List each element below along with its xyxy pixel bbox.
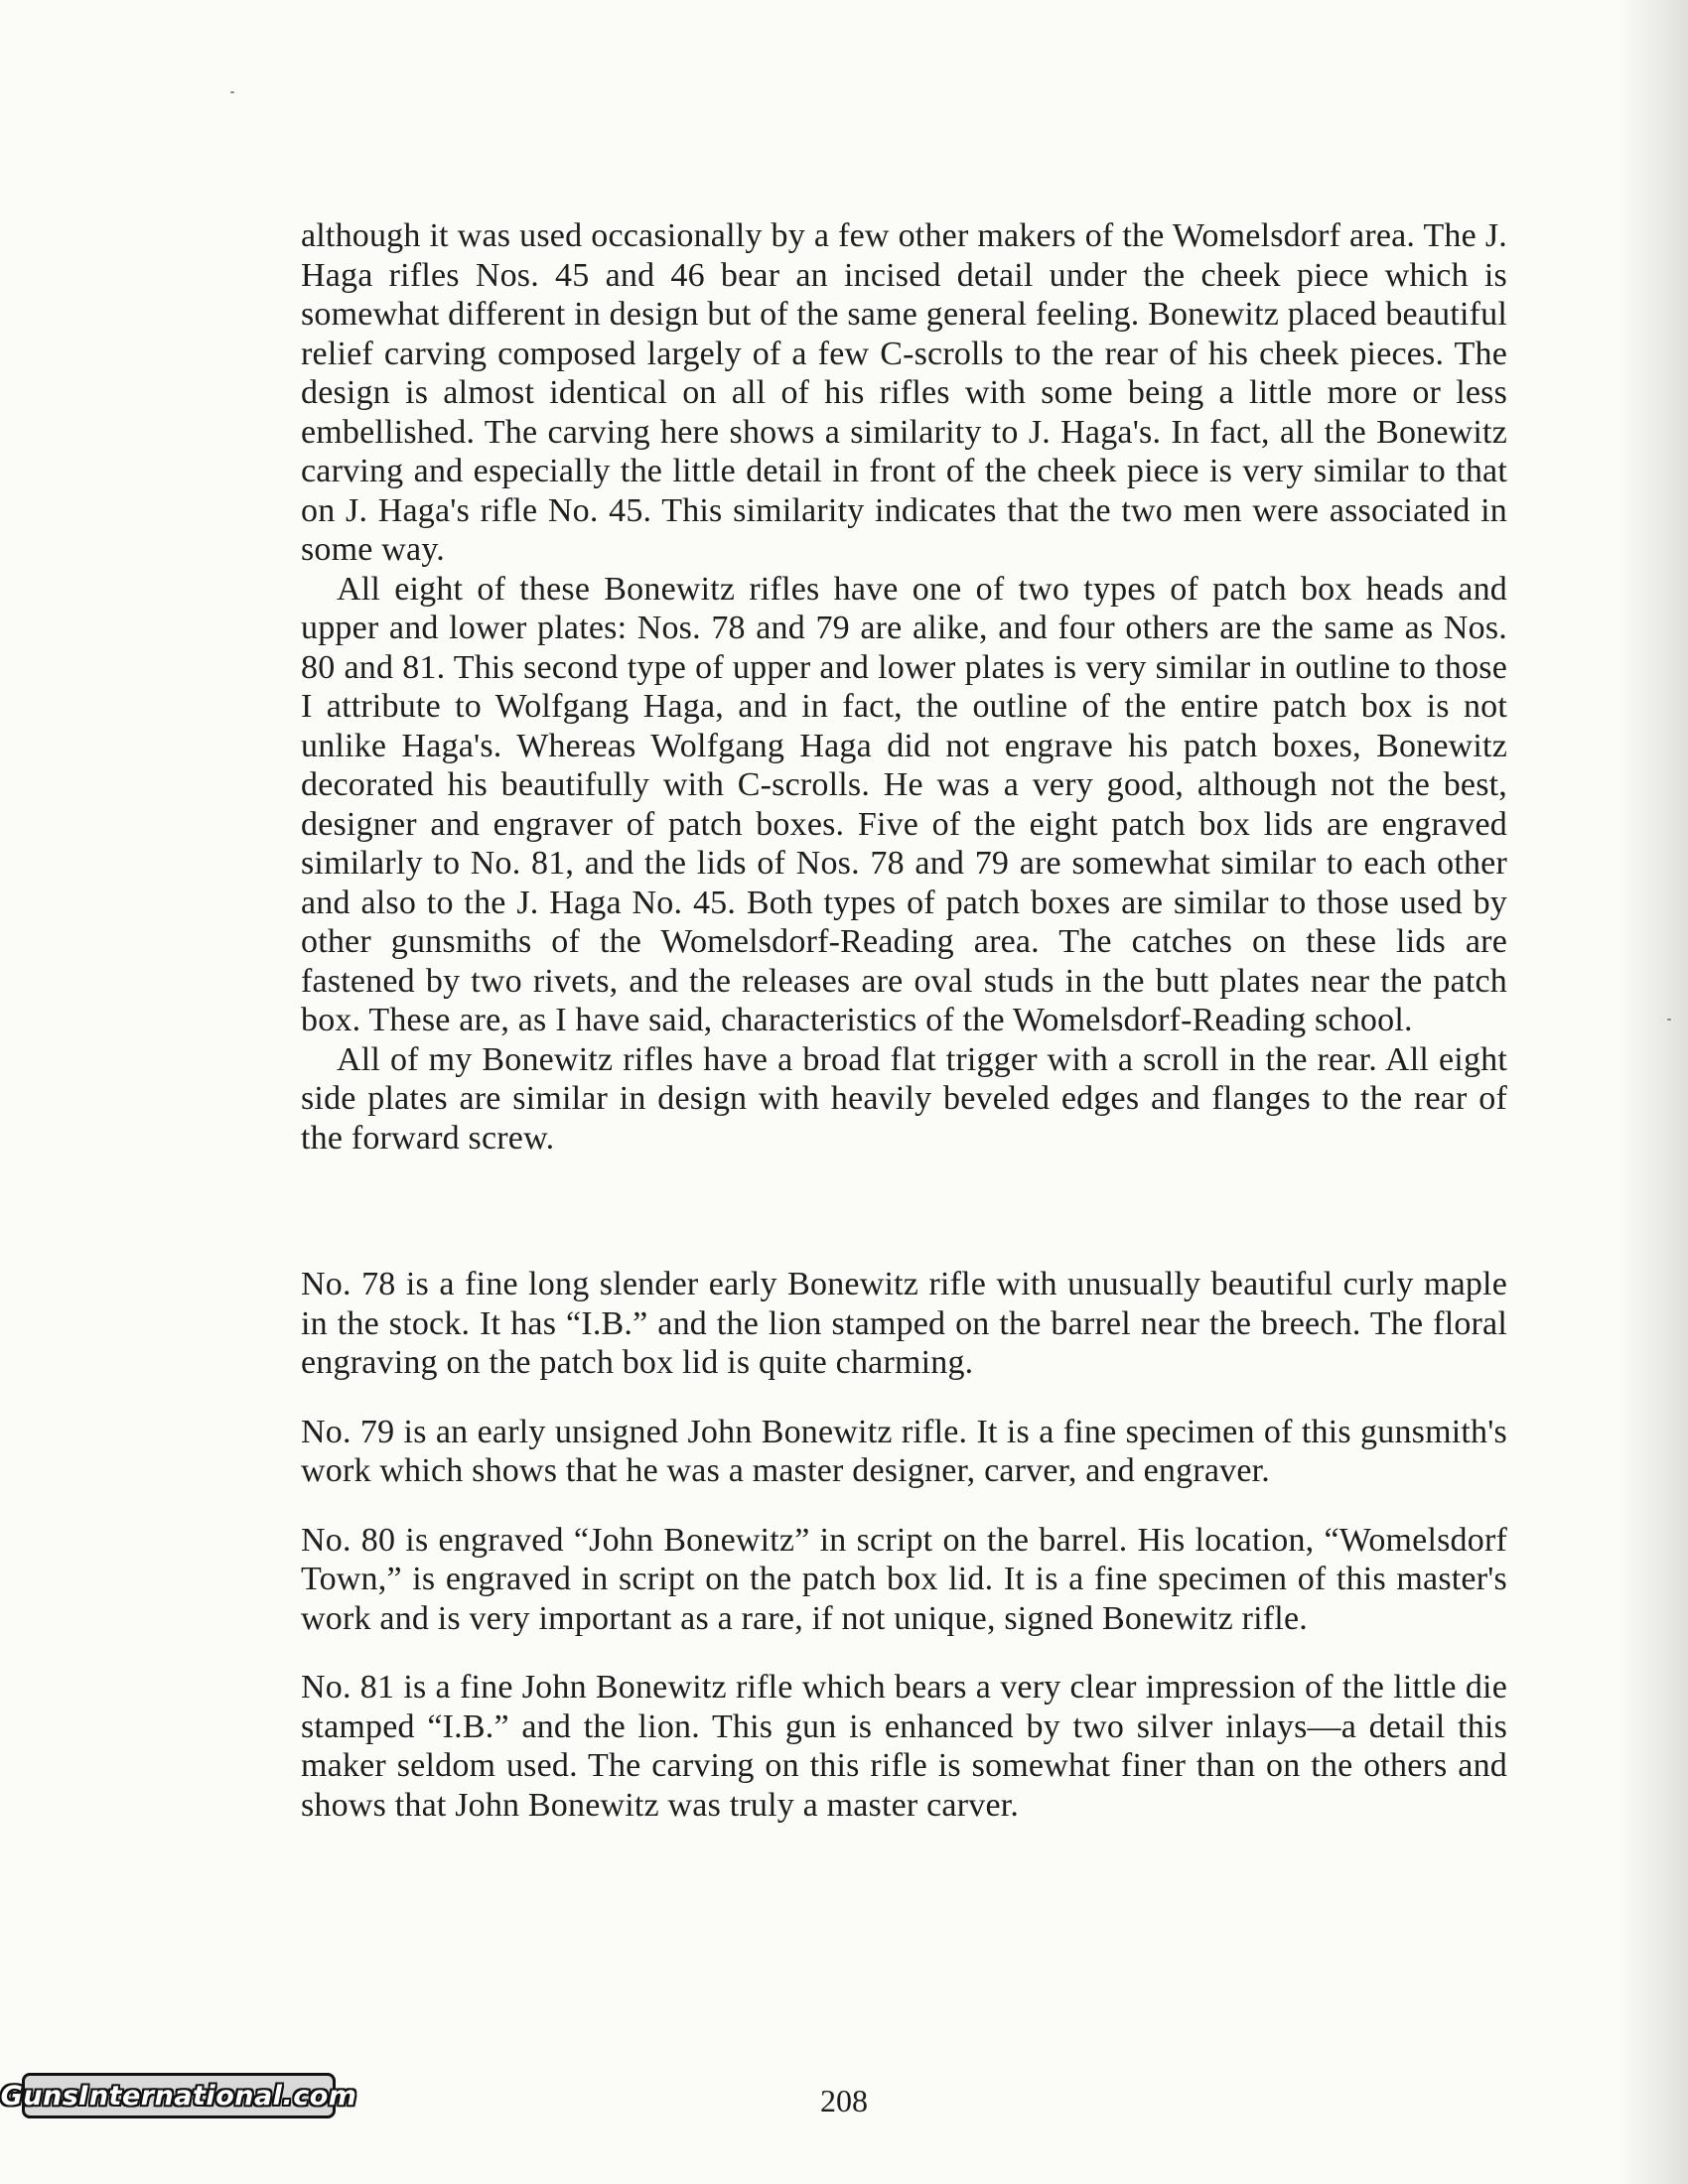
paragraph: All of my Bonewitz rifles have a broad flat trigger with a scroll in the rear. All eight side plates are similar in design with heavily beveled edges and flanges to the rear of the forward screw. bbox=[301, 1040, 1507, 1157]
paragraph: although it was used occasionally by a few other makers of the Womelsdorf area. The J. Haga rifles Nos. 45 and 46 bear an incised detail under the cheek piece which is somewhat different in design but of the same general feeling. Bonewitz placed beautiful relief carving composed largely of a few C-scrolls to the rear of his cheek pieces. The design is almost identical on all of his rifles with some being a little more or less embellished. The carving here shows a similarity to J. Haga's. In fact, all the Bonewitz carving and especially the little detail in front of the cheek piece is very similar to that on J. Haga's rifle No. 45. This similarity indicates that the two men were associated in some way. bbox=[301, 217, 1507, 568]
rifle-entry-78: No. 78 is a fine long slender early Bonewitz rifle with unusually beautiful curly maple in the stock. It has “I.B.” and the lion stamped on the barrel near the breech. The floral engraving on the patch box lid is quite charming. bbox=[301, 1266, 1507, 1381]
page-number: 208 bbox=[820, 2083, 868, 2118]
rifle-entries bbox=[301, 1265, 1507, 1854]
rifle-entry-79: No. 79 is an early unsigned John Bonewitz rifle. It is a fine specimen of this gunsmith's work which shows that he was a master designer, carver, and engraver. bbox=[301, 1413, 1507, 1489]
page-edge-shadow bbox=[1618, 0, 1688, 2184]
scan-speck bbox=[230, 91, 234, 93]
paragraph: All eight of these Bonewitz rifles have one of two types of patch box heads and upper and lower plates: Nos. 78 and 79 are alike, and four others are the same as Nos. 80 and 81. This second type of upper and lower plates is very similar in outline to those I attribute to Wolfgang Haga, and in fact, the outline of the entire patch box is not unlike Haga's. Whereas Wolfgang Haga did not engrave his patch boxes, Bonewitz decorated his beautifully with C-scrolls. He was a very good, although not the best, designer and engraver of patch boxes. Five of the eight patch box lids are engraved similarly to No. 81, and the lids of Nos. 78 and 79 are somewhat similar to each other and also to the J. Haga No. 45. Both types of patch boxes are similar to those used by other gunsmiths of the Womelsdorf-Reading area. The catches on these lids are fastened by two rivets, and the releases are oval studs in the butt plates near the patch box. These are, as I have said, characteristics of the Womelsdorf-Reading school. bbox=[301, 570, 1507, 1038]
watermark-text: GunsInternational.com bbox=[0, 2080, 357, 2112]
body-text bbox=[301, 216, 1507, 1158]
rifle-entry-81: No. 81 is a fine John Bonewitz rifle which bears a very clear impression of the little die stamped “I.B.” and the lion. This gun is enhanced by two silver inlays—a detail this maker seldom used. The carving on this rifle is somewhat finer than on the others and shows that John Bonewitz was truly a master carver. bbox=[301, 1669, 1507, 1824]
scan-speck bbox=[1667, 1019, 1671, 1021]
watermark-logo bbox=[0, 2073, 357, 2118]
rifle-entry-80: No. 80 is engraved “John Bonewitz” in script on the barrel. His location, “Womelsdorf Town,” is engraved in script on the patch box lid. It is a fine specimen of this master's work and is very important as a rare, if not unique, signed Bonewitz rifle. bbox=[301, 1521, 1507, 1637]
